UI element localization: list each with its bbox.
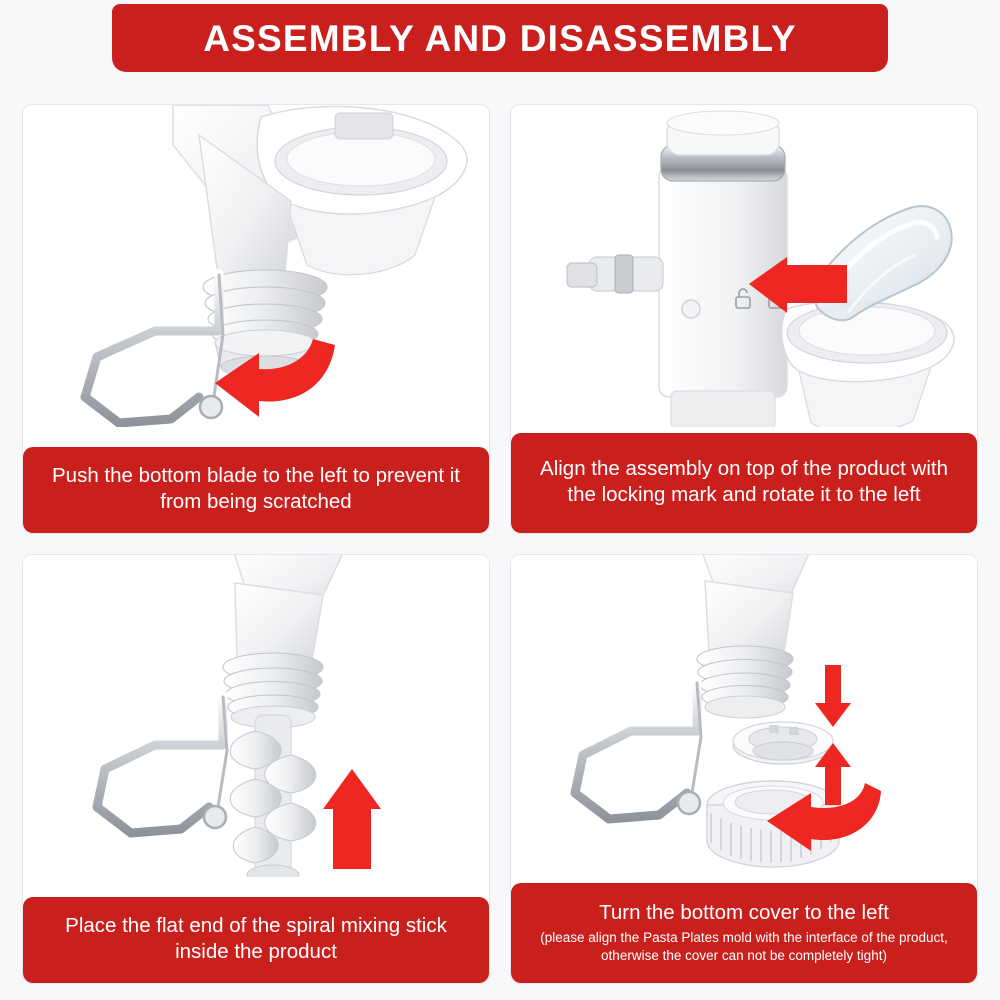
- caption-4: [511, 883, 977, 983]
- illustration-motor-body-with-clear-pusher: [511, 105, 977, 427]
- page-title: ASSEMBLY AND DISASSEMBLY: [203, 17, 797, 59]
- arrow-left-icon: [743, 255, 853, 315]
- step-panel-3: [22, 554, 490, 984]
- caption-4-text: Turn the bottom cover to the left: [599, 900, 889, 924]
- caption-1: [23, 447, 489, 533]
- illustration-auger-spiral-into-tube: [23, 555, 489, 877]
- illustration-pasta-plate-and-bottom-cover: [511, 555, 977, 877]
- panel-grid: [22, 104, 978, 984]
- caption-3: [23, 897, 489, 983]
- arrow-down-icon: [811, 663, 855, 729]
- arrow-up-icon: [321, 765, 383, 875]
- step-panel-2: [510, 104, 978, 534]
- caption-2: [511, 433, 977, 533]
- step-panel-1: [22, 104, 490, 534]
- curved-arrow-left-icon: [209, 331, 341, 419]
- caption-2-text: Align the assembly on top of the product with the locking mark and rotate it to the left: [540, 456, 948, 506]
- curved-arrow-left-icon-2: [757, 773, 887, 851]
- caption-4-subtext: (please align the Pasta Plates mold with the interface of the product, otherwise the cover can not be completely tight): [540, 930, 948, 963]
- step-panel-4: [510, 554, 978, 984]
- illustration-grinder-head-with-wire-whisk: [23, 105, 489, 427]
- header-banner: [112, 4, 888, 72]
- caption-1-text: Push the bottom blade to the left to prevent it from being scratched: [52, 463, 460, 513]
- caption-3-text: Place the flat end of the spiral mixing stick inside the product: [65, 913, 447, 963]
